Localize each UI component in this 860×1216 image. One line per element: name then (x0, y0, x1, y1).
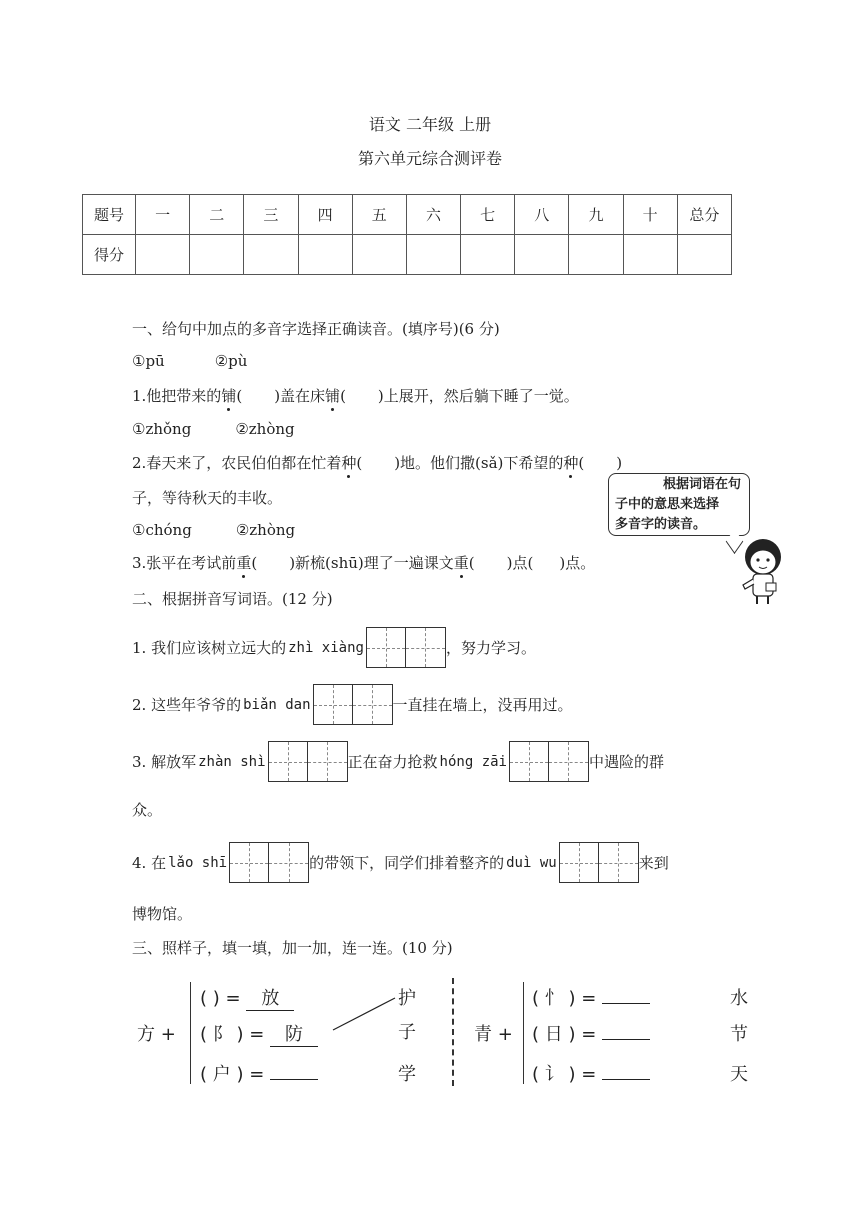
question-text: ( (356, 454, 363, 472)
question-text: 1.他把带来的 (132, 387, 222, 405)
question-text: )新梳(shū)理了一遍课文 (289, 554, 454, 572)
question-text: 来到 (638, 854, 669, 872)
radical-row (532, 1020, 650, 1046)
question-1-3 (132, 552, 595, 573)
writing-grid[interactable] (559, 842, 639, 883)
score-input-cell[interactable] (461, 235, 515, 275)
score-input-cell[interactable] (623, 235, 677, 275)
score-input-cell[interactable] (515, 235, 569, 275)
radical-row (532, 1060, 650, 1086)
table-cell: 得分 (83, 235, 136, 275)
question-text: 4. 在 (132, 854, 167, 872)
score-table (82, 194, 732, 275)
pinyin: biǎn dan (243, 696, 311, 713)
question-text: 3.张平在考试前 (132, 554, 237, 572)
match-word[interactable]: 节 (730, 1024, 748, 1045)
base-character: 方 + (137, 1024, 176, 1045)
brace-line (190, 982, 191, 1084)
dotted-char: 种 (563, 454, 579, 472)
question-text: 2.春天来了，农民伯伯都在忙着 (132, 454, 342, 472)
cartoon-boy-illustration (735, 533, 789, 605)
section-3-heading: 三、照样子，填一填，加一加，连一连。(10 分) (132, 939, 453, 957)
table-cell: 一 (136, 195, 190, 235)
options-row-2 (132, 420, 295, 438)
question-2-4-continued: 博物馆。 (132, 905, 193, 923)
question-text: 的带领下，同学们排着整齐的 (309, 854, 505, 872)
radical: ( 阝 ) = (200, 1024, 265, 1045)
question-text: 一直挂在墙上，没再用过。 (392, 696, 573, 714)
hint-line: 多音字的读音。 (615, 517, 707, 532)
question-text: ( (468, 554, 475, 572)
question-text: )地。他们撒(sǎ)下希望的 (394, 454, 564, 472)
writing-grid[interactable] (268, 741, 348, 782)
question-text: 中遇险的群 (588, 753, 664, 771)
option: ①zhǒng (132, 420, 192, 438)
base-character: 青 + (474, 1024, 513, 1045)
question-2-4 (132, 842, 669, 883)
question-1-2-continued: 子，等待秋天的丰收。 (132, 489, 283, 507)
radical-row (532, 984, 650, 1010)
radical-row (200, 984, 294, 1011)
connecting-line (330, 994, 400, 1034)
option: ②pù (214, 352, 248, 370)
score-input-cell[interactable] (190, 235, 244, 275)
table-cell: 二 (190, 195, 244, 235)
radical: ( 讠 ) = (532, 1064, 597, 1085)
pinyin: hóng zāi (439, 753, 507, 770)
question-text: ) (616, 454, 623, 472)
table-cell: 总分 (677, 195, 731, 235)
answer-fill[interactable] (270, 1079, 318, 1080)
writing-grid[interactable] (229, 842, 309, 883)
brace-line (523, 982, 524, 1084)
dotted-char: 重 (236, 554, 252, 572)
radical-row (200, 1020, 318, 1047)
score-input-cell[interactable] (244, 235, 298, 275)
match-word[interactable]: 天 (730, 1064, 748, 1085)
option: ①chóng (132, 521, 192, 539)
section-1-heading: 一、给句中加点的多音字选择正确读音。(填序号)(6 分) (132, 320, 500, 338)
table-cell: 五 (352, 195, 406, 235)
radical: ( 日 ) = (532, 1024, 597, 1045)
question-1-1 (132, 385, 579, 406)
table-cell: 七 (461, 195, 515, 235)
hint-line: 子中的意思来选择 (615, 497, 720, 512)
question-2-1 (132, 627, 536, 668)
radical: ( ) = (200, 988, 241, 1009)
pinyin: zhì xiàng (288, 639, 364, 656)
question-text: )盖在床 (274, 387, 326, 405)
radical: ( 户 ) = (200, 1064, 265, 1085)
score-input-cell[interactable] (136, 235, 190, 275)
answer-fill[interactable]: 放 (246, 984, 294, 1011)
option: ②zhòng (235, 420, 295, 438)
table-cell: 四 (298, 195, 352, 235)
question-text: 1. 我们应该树立远大的 (132, 639, 287, 657)
score-input-cell[interactable] (298, 235, 352, 275)
table-cell: 十 (623, 195, 677, 235)
match-word[interactable]: 子 (398, 1022, 416, 1043)
writing-grid[interactable] (509, 741, 589, 782)
pinyin: duì wu (506, 854, 557, 871)
book-title: 语文 二年级 上册 (368, 115, 492, 134)
question-text: )上展开，然后躺下睡了一觉。 (377, 387, 579, 405)
pinyin: lǎo shī (168, 854, 228, 871)
match-word[interactable]: 护 (398, 988, 416, 1009)
option: ②zhòng (235, 521, 296, 539)
section-2-heading: 二、根据拼音写词语。(12 分) (132, 590, 333, 608)
answer-fill[interactable] (602, 1039, 650, 1040)
table-cell: 六 (406, 195, 460, 235)
dotted-char: 铺 (325, 387, 341, 405)
page-title: 第六单元综合测评卷 (357, 149, 502, 168)
dotted-char: 种 (341, 454, 357, 472)
table-cell: 三 (244, 195, 298, 235)
score-table-header-row (83, 195, 732, 235)
radical: ( 忄 ) = (532, 988, 597, 1009)
question-text: ( (251, 554, 258, 572)
question-text: ( (236, 387, 243, 405)
question-text: )点。 (559, 554, 596, 572)
question-text: )点( (506, 554, 534, 572)
answer-fill[interactable] (602, 1079, 650, 1080)
table-cell: 八 (515, 195, 569, 235)
score-input-cell[interactable] (406, 235, 460, 275)
question-text: ，努力学习。 (445, 639, 536, 657)
table-cell: 题号 (83, 195, 136, 235)
dotted-char: 铺 (221, 387, 237, 405)
writing-grid[interactable] (366, 627, 446, 668)
match-word[interactable]: 学 (398, 1064, 416, 1085)
pinyin: zhàn shì (198, 753, 266, 770)
dotted-char: 重 (453, 554, 469, 572)
radical-row (200, 1060, 318, 1086)
answer-fill[interactable] (602, 1003, 650, 1004)
question-text: 3. 解放军 (132, 753, 197, 771)
options-row-3 (132, 521, 295, 539)
question-2-3 (132, 741, 664, 782)
question-text: ( (340, 387, 346, 405)
score-input-cell[interactable] (569, 235, 623, 275)
question-text: ( (578, 454, 585, 472)
option: ①pū (132, 352, 165, 370)
question-text: 正在奋力抢救 (347, 753, 438, 771)
table-cell: 九 (569, 195, 623, 235)
score-input-cell[interactable] (352, 235, 406, 275)
writing-grid[interactable] (313, 684, 393, 725)
options-row-1 (132, 352, 247, 370)
question-1-2 (132, 452, 622, 473)
question-text: 2. 这些年爷爷的 (132, 696, 242, 714)
answer-fill[interactable]: 防 (270, 1020, 318, 1047)
question-2-2 (132, 684, 573, 725)
hint-line: 根据词语在句 (662, 477, 741, 492)
score-table-score-row (83, 235, 732, 275)
hint-speech-bubble (608, 473, 750, 536)
match-word[interactable]: 水 (730, 988, 748, 1009)
dashed-divider (452, 978, 454, 1086)
score-input-cell[interactable] (677, 235, 731, 275)
question-2-3-continued: 众。 (132, 801, 163, 819)
